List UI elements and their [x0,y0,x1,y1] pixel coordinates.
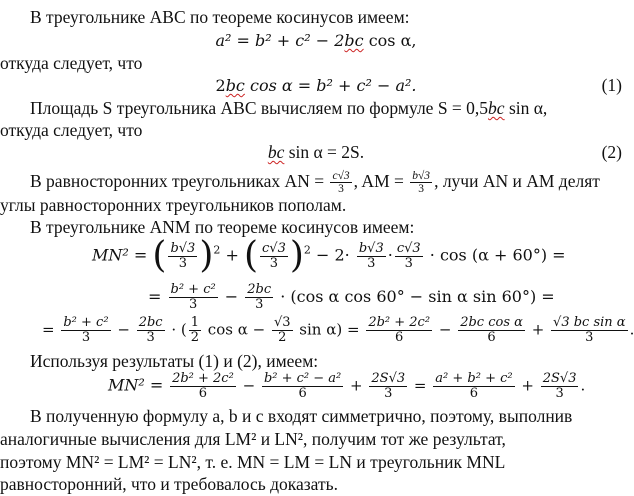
text-line: Площадь S треугольника ABC вычисляем по формуле S = 0,5bc sin α, [30,98,548,118]
text-line: поэтому MN² = LM² = LN², т. е. MN = LM = LN и треугольник MNL [0,452,506,472]
formula-1: 2bc cos α = b² + c² − a². [215,76,417,95]
text-line: равносторонний, что и требовалось доказать. [0,474,338,494]
formula-2: bc sin α = 2S. [267,142,365,162]
fraction: $\frac{b√3}{3}$ [412,170,431,196]
formula-mn-squared: MN² = ( $\frac{b√3}{3}$ )$^2$ + ( $\frac{c√3}{3}$ )$^2$ − 2· $\frac{b√3}{3}$ · $\frac{c√3}{3}$ · cos (α + 60°) = [92,235,566,276]
text-line: откуда следует, что [0,120,143,140]
text-line: откуда следует, что [0,53,143,73]
formula-step-2: = $\frac{\text{b² + c²}}{3}$ − $\frac{2bc}{3}$ · (cos α cos 60° − sin α sin 60°) = [148,282,555,312]
text-line: аналогичные вычисления для LM² и LN², получим тот же результат, [0,429,506,449]
text-line: Используя результаты (1) и (2), имеем: [30,351,319,371]
text-line: В треугольнике ANM по теореме косинусов имеем: [30,217,415,237]
text-line-fractions: В равносторонних треугольниках AN = $\frac{c√3}{3}$ , AM = $\frac{b√3}{3}$ , лучи AN и AM делят [30,170,600,196]
fraction: $\frac{c√3}{3}$ [332,170,350,196]
formula-result: MN² = $\frac{\text{2b² + 2c²}}{6}$ − $\frac{\text{b² + c² − a²}}{6}$ + $\frac{2S√3}{3}$ = $\frac{\text{a² + b² + c²}}{6}$ + $\frac{2S√3}{3}$ . [108,371,586,401]
equation-number-2: (2) [601,142,622,162]
text-line: углы равносторонних треугольников пополам. [0,195,347,215]
text-line: В треугольнике ABC по теореме косинусов имеем: [30,7,410,27]
formula-step-3: = $\frac{\text{b² + c²}}{3}$ − $\frac{2bc}{3}$ · ( $\frac{1}{2}$ cos α − $\frac{√3}{2}$ sin α) = $\frac{\text{2b² + 2c²}}{6}$ − $\frac{\text{2bc cos α}}{6}$ + $\frac{\text{√3 bc sin α}}{3}$ . [42,315,634,345]
equation-number-1: (1) [601,75,622,95]
formula-cosine-law: a² = b² + c² − 2bc cos α, [215,31,417,50]
text-line: В полученную формулу a, b и c входят симметрично, поэтому, выполнив [30,406,573,426]
